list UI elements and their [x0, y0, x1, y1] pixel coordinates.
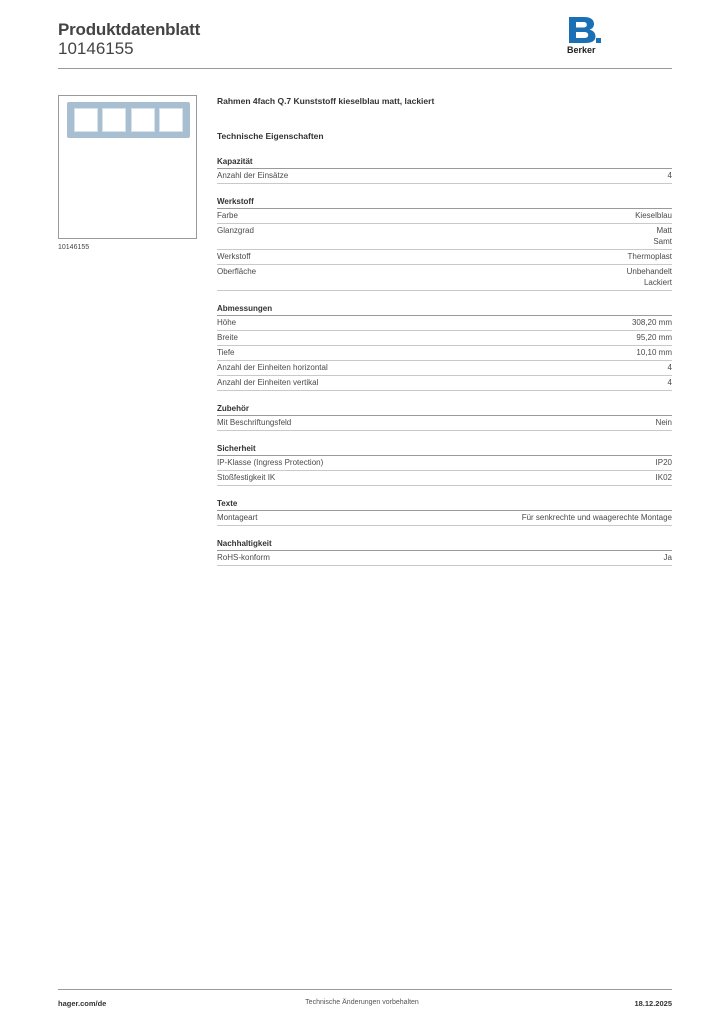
spec-row	[217, 250, 672, 265]
spec-group-title: Kapazität	[217, 156, 672, 169]
spec-value: Für senkrechte und waagerechte Montage	[521, 513, 672, 522]
spec-value: Matt Samt	[653, 226, 672, 246]
spec-label: Werkstoff	[217, 252, 251, 261]
product-image	[58, 95, 197, 239]
spec-group-title: Abmessungen	[217, 303, 672, 316]
frame-slot	[74, 108, 98, 132]
spec-group-title: Sicherheit	[217, 443, 672, 456]
image-caption: 10146155	[58, 244, 90, 251]
frame-illustration	[67, 102, 190, 138]
header-divider	[58, 68, 672, 69]
spec-group	[217, 443, 672, 486]
footer-divider	[58, 989, 672, 990]
spec-label: Tiefe	[217, 348, 235, 357]
spec-group	[217, 498, 672, 526]
spec-value: 10,10 mm	[636, 348, 672, 357]
spec-value: Ja	[663, 553, 672, 562]
spec-label: Montageart	[217, 513, 258, 522]
berker-b-icon	[567, 16, 601, 44]
section-title: Technische Eigenschaften	[217, 131, 324, 141]
spec-content	[217, 96, 672, 566]
spec-value: 95,20 mm	[636, 333, 672, 342]
spec-label: Breite	[217, 333, 238, 342]
spec-label: Höhe	[217, 318, 237, 327]
spec-label: Anzahl der Einheiten horizontal	[217, 363, 328, 372]
spec-row	[217, 169, 672, 184]
spec-value: Kieselblau	[635, 211, 672, 220]
frame-slot	[102, 108, 126, 132]
spec-row	[217, 376, 672, 391]
logo-text: Berker	[567, 45, 596, 55]
spec-group	[217, 156, 672, 184]
spec-row	[217, 265, 672, 291]
footer-website: hager.com/de	[58, 999, 107, 1008]
spec-value: Unbehandelt Lackiert	[626, 267, 672, 287]
spec-label: Oberfläche	[217, 267, 257, 276]
spec-group	[217, 303, 672, 391]
spec-row	[217, 361, 672, 376]
spec-value: IK02	[655, 473, 672, 482]
spec-group-title: Werkstoff	[217, 196, 672, 209]
product-title: Rahmen 4fach Q.7 Kunststoff kieselblau matt, lackiert	[217, 96, 435, 106]
spec-label: Anzahl der Einsätze	[217, 171, 289, 180]
spec-row	[217, 316, 672, 331]
spec-label: Anzahl der Einheiten vertikal	[217, 378, 319, 387]
spec-row	[217, 471, 672, 486]
spec-group	[217, 403, 672, 431]
spec-group-title: Texte	[217, 498, 672, 511]
berker-logo	[567, 16, 603, 56]
spec-value: 4	[667, 378, 672, 387]
spec-value: Thermoplast	[627, 252, 672, 261]
document-number: 10146155	[58, 39, 134, 58]
spec-row	[217, 416, 672, 431]
spec-value: 308,20 mm	[631, 318, 672, 327]
spec-label: RoHS-konform	[217, 553, 270, 562]
spec-group-title: Zubehör	[217, 403, 672, 416]
spec-label: Farbe	[217, 211, 238, 220]
spec-group	[217, 538, 672, 566]
spec-label: IP-Klasse (Ingress Protection)	[217, 458, 324, 467]
spec-group-title: Nachhaltigkeit	[217, 538, 672, 551]
document-title: Produktdatenblatt	[58, 20, 201, 39]
footer-disclaimer: Technische Änderungen vorbehalten	[305, 999, 419, 1006]
spec-value: IP20	[655, 458, 672, 467]
spec-value: 4	[667, 171, 672, 180]
spec-label: Stoßfestigkeit IK	[217, 473, 276, 482]
spec-value: Nein	[655, 418, 672, 427]
spec-groups	[217, 156, 672, 566]
footer-date: 18.12.2025	[634, 999, 672, 1008]
spec-label: Mit Beschriftungsfeld	[217, 418, 292, 427]
frame-slot	[159, 108, 183, 132]
spec-value: 4	[667, 363, 672, 372]
spec-row	[217, 224, 672, 250]
spec-label: Glanzgrad	[217, 226, 254, 235]
spec-row	[217, 456, 672, 471]
spec-row	[217, 331, 672, 346]
spec-row	[217, 346, 672, 361]
spec-row	[217, 209, 672, 224]
frame-slot	[131, 108, 155, 132]
spec-row	[217, 551, 672, 566]
spec-group	[217, 196, 672, 291]
spec-row	[217, 511, 672, 526]
